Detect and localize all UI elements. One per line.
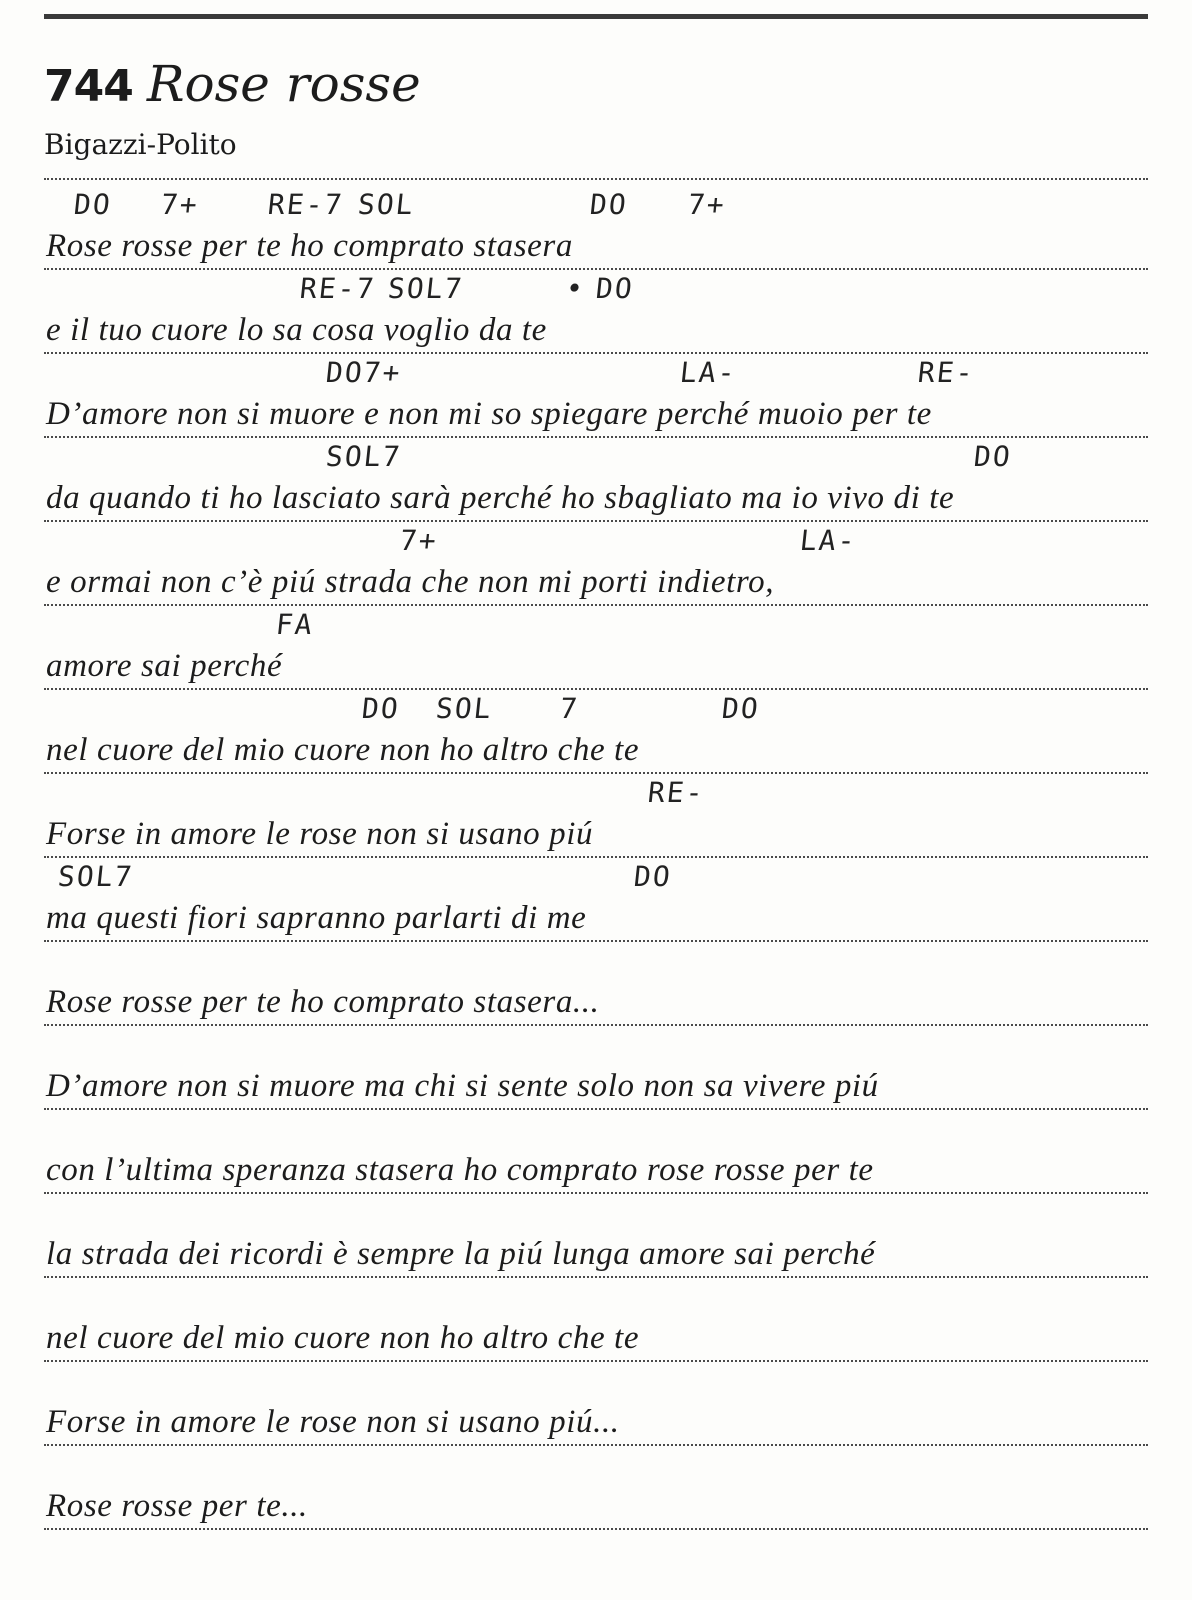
- chord-label: RE-: [916, 356, 977, 389]
- dotted-rule: [44, 1024, 1148, 1026]
- chord-label: 7+: [159, 188, 201, 221]
- lyric-line: [44, 1068, 1148, 1124]
- dotted-rule: [44, 1528, 1148, 1530]
- lyric-line: [44, 1404, 1148, 1460]
- lyric-text: Rose rosse per te ho comprato stasera...: [46, 984, 600, 1020]
- lyric-text: amore sai perché: [46, 648, 283, 684]
- lyric-text: la strada dei ricordi è sempre la piú lunga amore sai perché: [46, 1236, 876, 1272]
- chord-label: FA: [274, 608, 316, 641]
- chord-label: RE-7: [298, 272, 378, 305]
- lyric-text: con l’ultima speranza stasera ho comprato rose rosse per te: [46, 1152, 874, 1188]
- lyric-text: Forse in amore le rose non si usano piú: [46, 816, 594, 852]
- lyric-text: da quando ti ho lasciato sarà perché ho sbagliato ma io vivo di te: [46, 480, 955, 516]
- dotted-rule: [44, 520, 1148, 522]
- chord-label: DO: [632, 860, 674, 893]
- lyric-text: e il tuo cuore lo sa cosa voglio da te: [46, 312, 547, 348]
- chord-label: SOL7: [56, 860, 136, 893]
- lyric-text: e ormai non c’è piú strada che non mi porti indietro,: [46, 564, 775, 600]
- lyric-text: Forse in amore le rose non si usano piú...: [46, 1404, 620, 1440]
- chord-label: 7+: [398, 524, 440, 557]
- lyric-line: [44, 312, 1148, 368]
- song-number: 744: [44, 61, 133, 112]
- dotted-rule: [44, 1360, 1148, 1362]
- dotted-rule: [44, 940, 1148, 942]
- chord-label: RE-7: [266, 188, 346, 221]
- dotted-rule: [44, 1444, 1148, 1446]
- chord-label: LA-: [798, 524, 859, 557]
- dotted-rule: [44, 1192, 1148, 1194]
- chord-label: DO: [360, 692, 402, 725]
- lyric-text: D’amore non si muore ma chi si sente solo non sa vivere piú: [46, 1068, 879, 1104]
- top-rule: [44, 14, 1148, 19]
- lyric-line: [44, 228, 1148, 284]
- song-author: Bigazzi-Polito: [44, 128, 237, 161]
- chord-label: DO: [594, 272, 636, 305]
- lyric-line: [44, 732, 1148, 788]
- lyric-line: [44, 816, 1148, 872]
- lyric-line: [44, 648, 1148, 704]
- chord-label: SOL: [434, 692, 495, 725]
- lyric-text: Rose rosse per te ho comprato stasera: [46, 228, 573, 264]
- chord-label: DO: [588, 188, 630, 221]
- chord-label: •: [564, 272, 587, 305]
- chord-label: SOL7: [324, 440, 404, 473]
- lyric-text: Rose rosse per te...: [46, 1488, 308, 1524]
- lyric-line: [44, 480, 1148, 536]
- chord-label: DO: [72, 188, 114, 221]
- chord-label: SOL: [356, 188, 417, 221]
- dotted-rule: [44, 772, 1148, 774]
- song-title-block: [44, 54, 421, 117]
- dotted-rule: [44, 1108, 1148, 1110]
- chord-label: 7: [558, 692, 581, 725]
- lyric-line: [44, 1236, 1148, 1292]
- chord-label: 7+: [686, 188, 728, 221]
- lyric-line: [44, 1152, 1148, 1208]
- lyric-line: [44, 900, 1148, 956]
- chord-label: LA-: [678, 356, 739, 389]
- dotted-rule: [44, 856, 1148, 858]
- lyric-line: [44, 984, 1148, 1040]
- dotted-rule: [44, 352, 1148, 354]
- dotted-rule: [44, 436, 1148, 438]
- chord-label: SOL7: [386, 272, 466, 305]
- chord-label: DO: [972, 440, 1014, 473]
- lyric-text: nel cuore del mio cuore non ho altro che te: [46, 732, 640, 768]
- lyric-line: [44, 564, 1148, 620]
- lyric-text: ma questi fiori sapranno parlarti di me: [46, 900, 587, 936]
- chord-label: DO7+: [324, 356, 404, 389]
- chord-label: RE-: [646, 776, 707, 809]
- song-title: Rose rosse: [146, 55, 421, 113]
- dotted-rule: [44, 268, 1148, 270]
- dotted-rule: [44, 688, 1148, 690]
- chord-label: DO: [720, 692, 762, 725]
- lyric-text: nel cuore del mio cuore non ho altro che te: [46, 1320, 640, 1356]
- dotted-rule: [44, 604, 1148, 606]
- lyric-line: [44, 1320, 1148, 1376]
- lyric-text: D’amore non si muore e non mi so spiegare perché muoio per te: [46, 396, 932, 432]
- lyric-line: [44, 1488, 1148, 1544]
- dotted-rule: [44, 1276, 1148, 1278]
